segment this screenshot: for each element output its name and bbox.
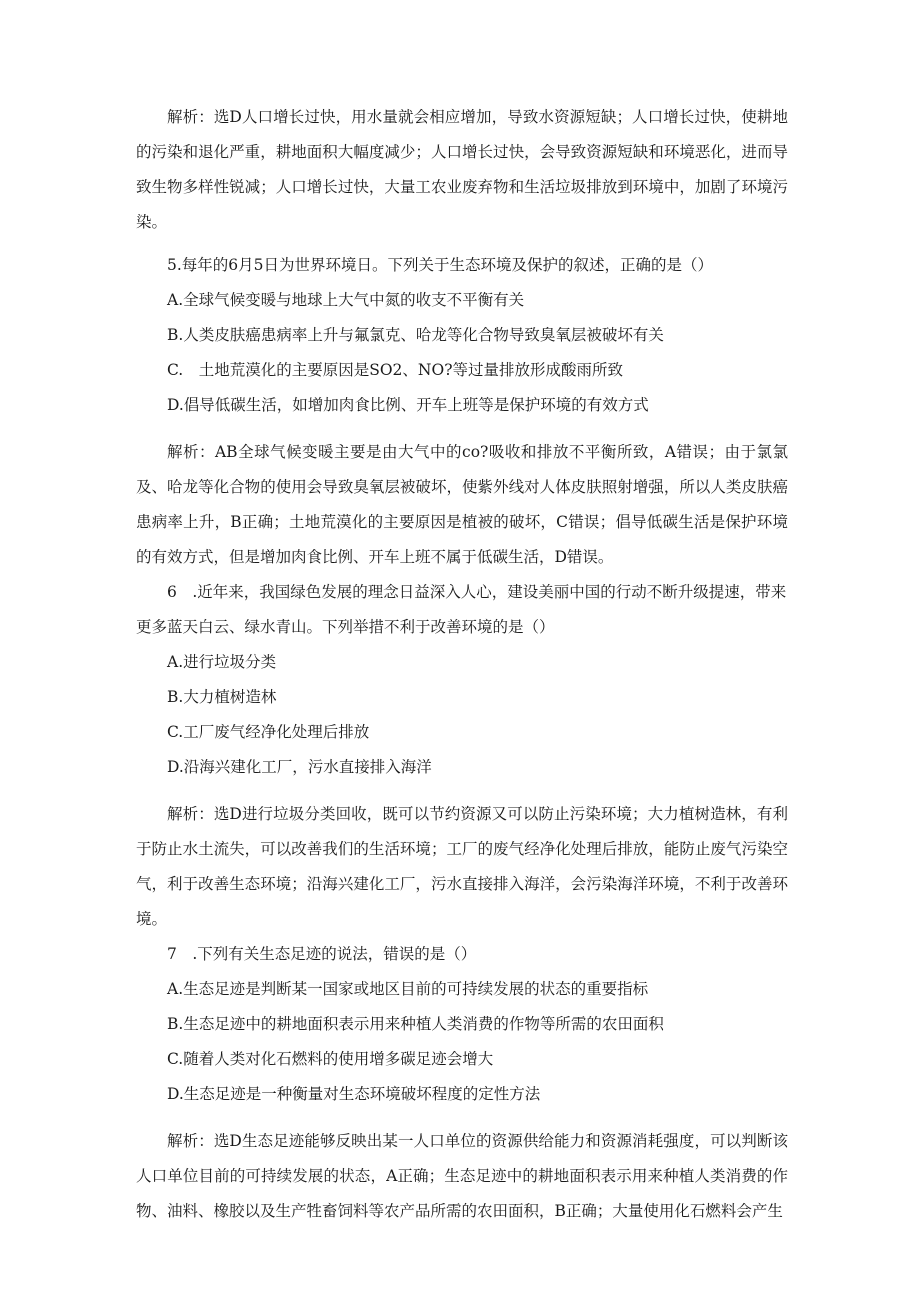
analysis-q7: 解析：选D生态足迹能够反映出某一人口单位的资源供给能力和资源消耗强度，可以判断该人口单位目前的可持续发展的状态，A正确；生态足迹中的耕地面积表示用来种植人类消费的作物、油料、橡胶以及生产牲畜饲料等农产品所需的农田面积，B正确；大量使用化石燃料会产生 [136,1132,788,1220]
analysis-q4: 解析：选D人口增长过快，用水量就会相应增加，导致水资源短缺；人口增长过快，使耕地的污染和退化严重，耕地面积大幅度减少；人口增长过快，会导致资源短缺和环境恶化，进而导致生物多样性锐减；人口增长过快，大量工农业废弃物和生活垃圾排放到环境中，加剧了环境污染。 [136,108,788,231]
question-7-option-c: C.随着人类对化石燃料的使用增多碳足迹会增大 [167,1050,494,1068]
question-5-option-a: A.全球气候变暖与地球上大气中氮的收支不平衡有关 [167,291,525,309]
question-7-option-b: B.生态足迹中的耕地面积表示用来种植人类消费的作物等所需的农田面积 [167,1015,664,1033]
analysis-q5: 解析：AB全球气候变暖主要是由大气中的co?吸收和排放不平衡所致，A错误；由于氯氯及、哈龙等化合物的使用会导致臭氧层被破坏，使紫外线对人体皮肤照射增强，所以人类皮肤癌患病率上升，B正确；土地荒漠化的主要原因是植被的破坏，C错误；倡导低碳生活是保护环境的有效方式，但是增加肉食比例、开车上班不属于低碳生活，D错误。 [136,443,788,566]
question-5-option-d: D.倡导低碳生活，如增加肉食比例、开车上班等是保护环境的有效方式 [167,396,649,414]
question-6-option-d: D.沿海兴建化工厂，污水直接排入海洋 [167,758,432,776]
question-6-option-c: C.工厂废气经净化处理后排放 [167,723,370,741]
question-7-option-d: D.生态足迹是一种衡量对生态环境破坏程度的定性方法 [167,1085,541,1103]
analysis-q6: 解析：选D进行垃圾分类回收，既可以节约资源又可以防止污染环境；大力植树造林，有利于防止水土流失，可以改善我们的生活环境；工厂的废气经净化处理后排放，能防止废气污染空气，利于改善生态环境；沿海兴建化工厂，污水直接排入海洋，会污染海洋环境，不利于改善环境。 [136,805,788,928]
question-7-option-a: A.生态足迹是判断某一国家或地区目前的可持续发展的状态的重要指标 [167,980,649,998]
question-5-option-c: C. 土地荒漠化的主要原因是SO2、NO?等过量排放形成酸雨所致 [167,361,624,379]
question-6-title: 6 .近年来，我国绿色发展的理念日益深入人心，建设美丽中国的行动不断升级提速，带来更多蓝天白云、绿水青山。下列举措不利于改善环境的是（） [136,583,787,636]
question-7-title: 7 .下列有关生态足迹的说法，错误的是（） [167,945,477,963]
question-6-option-a: A.进行垃圾分类 [167,653,277,671]
question-6-option-b: B.大力植树造林 [167,688,277,706]
question-5-title: 5.每年的6月5日为世界环境日。下列关于生态环境及保护的叙述，正确的是（） [167,256,714,274]
question-5-option-b: B.人类皮肤癌患病率上升与氟氯克、哈龙等化合物导致臭氧层被破坏有关 [167,326,664,344]
document-page [136,100,788,1229]
